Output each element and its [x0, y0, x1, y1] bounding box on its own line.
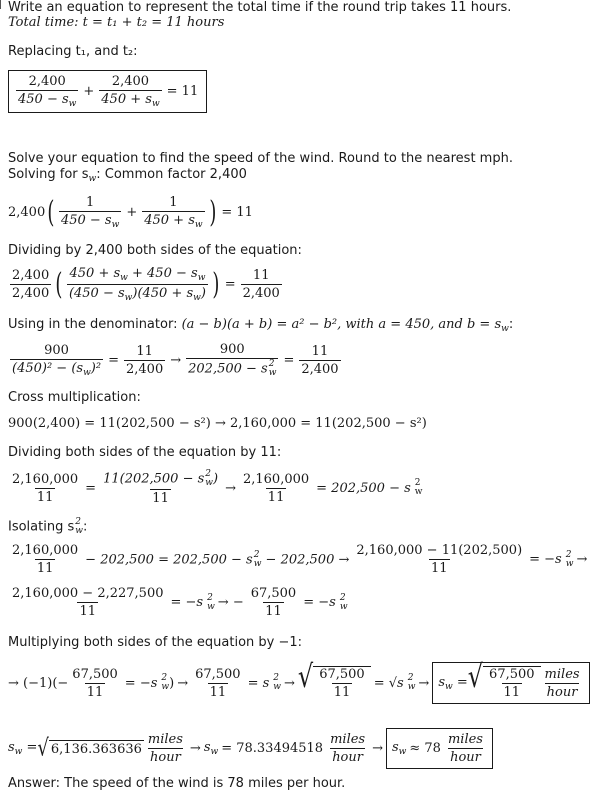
eq9-num4: 67,500 — [489, 667, 535, 682]
eq10-sqrt-val: 6,136.363636 — [50, 741, 142, 757]
eq4-den2: 2,400 — [126, 361, 164, 377]
eq10-result-box: $s_w$ ≈ 78 $\frac{\text{miles}}{\text{hour}}$ — [386, 728, 493, 769]
eq2-den2: 450 + s — [144, 213, 195, 228]
solving-for-text: Solving for s — [8, 167, 89, 182]
solve-prompt: Solve your equation to find the speed of the wind. Round to the nearest mph. — [8, 151, 513, 166]
eq6-num1: 2,160,000 — [12, 471, 79, 487]
eq6-den3: 11 — [267, 489, 285, 505]
eq10-unit-den2: hour — [332, 750, 363, 765]
eq9-unit-num: miles — [544, 666, 580, 682]
equation-3: $\frac{2,400}{2,400}$ ( $\frac{450 + s_w + 450 - s_w}{(450 - s_w)(450 + s_w)}$ ) = $\frac{11}{2,400}$ — [12, 266, 280, 303]
eq6-den2: 11 — [152, 491, 169, 506]
eq3-inner-den: (450 − s — [68, 286, 125, 301]
eq10-unit-den1: hour — [150, 750, 181, 765]
eq3-inner-num: 450 + s — [69, 266, 121, 281]
denominator-text: Using in the denominator: — [8, 317, 182, 332]
eq7-mid2: − 202,500 → — [261, 552, 350, 567]
eq3-num: 2,400 — [12, 268, 50, 283]
eq3-rden: 2,400 — [242, 286, 280, 301]
eq9-result-box: $s_w$ = √ $\frac{67,500}{11}$ $\frac{\text{miles}}{\text{hour}}$ — [432, 662, 589, 704]
eq4-den3: 202,500 − s — [188, 361, 268, 377]
denominator-line: Using in the denominator: (a − b)(a + b) = a² − b², with a = 450, and $b = s_w$: — [8, 317, 514, 334]
eq1-num1: 2,400 — [28, 74, 66, 89]
eq9-mid2: = s — [247, 675, 270, 691]
equation-1-box: $\frac{2,400}{450 - s_w}$ + $\frac{2,400}{450 + s_w}$ = 11 — [8, 70, 207, 113]
eq3-inner-num2: + 450 − s — [127, 266, 198, 281]
eq7-rhs: = −s — [529, 552, 562, 567]
equation-1 — [8, 70, 207, 113]
eq9-mid: = −s — [124, 675, 158, 691]
eq7-num1: 2,160,000 — [12, 543, 79, 558]
eq7-num2: 2,160,000 − 11(202,500) — [356, 543, 523, 558]
eq2-num2: 1 — [169, 195, 178, 210]
equation-10: $s_w$ = √ 6,136.363636 $\frac{\text{miles}}{\text{hour}}$ → $s_w$ = 78.33494518 $\frac{\text{miles}}{\text{hour}}$ → $s_w$ ≈ 78 $\frac{\text{miles}}{\text{hour}}$ — [8, 728, 493, 769]
eq4-num3: 900 — [219, 342, 245, 357]
common-factor-text: : Common factor 2,400 — [96, 167, 247, 182]
eq6-den1: 11 — [36, 489, 54, 505]
eq10-result: = 78.33494518 — [221, 741, 324, 756]
isolating-text: Isolating s — [8, 519, 75, 535]
cross-text: Cross multiplication: — [8, 390, 141, 405]
equation-6: $\frac{2,160,000}{11}$ = 11(202,500 − s 2 w ) 11 → $\frac{2,160,000}{11}$ = 202,500 − s 2 w — [12, 469, 423, 506]
eq10-box-val: ≈ 78 — [409, 741, 441, 756]
denominator-math: (a − b)(a + b) = a² − b², with a = 450, and b = s — [181, 317, 502, 332]
equation-8: $\frac{2,160,000 - 2,227,500}{11}$ = −s 2 w → − $\frac{67,500}{11}$ = −s 2 w — [12, 586, 348, 619]
solving-for-line: Solving for $s_w$: Common factor 2,400 — [8, 167, 247, 184]
eq10-unit-num3: miles — [447, 732, 483, 747]
eq9-den1: 11 — [86, 684, 104, 700]
eq8-num1: 2,160,000 − 2,227,500 — [12, 586, 164, 601]
mult-text: Multiplying both sides of the equation by −1: — [8, 635, 303, 650]
eq6-num3: 2,160,000 — [242, 471, 310, 487]
eq9-den4: 11 — [503, 685, 521, 700]
eq7-den2: 11 — [430, 561, 448, 576]
eq4-num4: 11 — [311, 343, 329, 359]
replacing-text: Replacing t₁, and t₂: — [8, 44, 138, 59]
eq4-eq2: = — [283, 352, 295, 368]
eq3-rnum: 11 — [252, 268, 270, 283]
eq1-num2: 2,400 — [111, 74, 150, 89]
eq3-equals: = — [224, 277, 236, 292]
eq2-coef: 2,400 — [8, 205, 46, 220]
eq1-rhs: = 11 — [166, 84, 199, 99]
eq4-den4: 2,400 — [301, 361, 339, 377]
eq9-unit-den: hour — [546, 684, 578, 700]
equation-7: $\frac{2,160,000}{11}$ − 202,500 = 202,500 − s 2 w − 202,500 → $\frac{2,160,000 - 11(202,500)}{11}$ = −s 2 w → — [12, 543, 588, 576]
eq8-den1: 11 — [79, 604, 97, 619]
eq10-lhs: s — [8, 740, 15, 755]
div11-text: Dividing both sides of the equation by 11: — [8, 445, 282, 460]
eq10-unit-den3: hour — [450, 750, 481, 765]
eq1-den1: 450 − s — [18, 92, 69, 107]
eq9-mid3: = √s — [373, 675, 404, 691]
eq3-inner-den2: )(450 + s — [132, 286, 194, 301]
eq10-unit-num2: miles — [330, 732, 366, 747]
equation-4: $\frac{900}{(450)^2 - (s_w)^2}$ = $\frac{11}{2,400}$ → 900 202,500 − s 2 w = $\frac{11}{2,400}$ — [12, 342, 339, 378]
eq9-lead: → (−1)(− — [8, 675, 69, 691]
eq6-num2: 11(202,500 − s — [103, 471, 205, 487]
dividing-text: Dividing by 2,400 both sides of the equation: — [8, 243, 302, 258]
equation-2: 2,400 ( $\frac{1}{450 - s_w}$ + $\frac{1}{450 + s_w}$ ) = 11 — [8, 194, 253, 230]
eq6-rhs: = 202,500 − s — [316, 480, 411, 496]
eq9-num1: 67,500 — [72, 666, 118, 682]
eq4-eq1: = — [108, 352, 119, 368]
eq9-num2: 67,500 — [195, 666, 241, 682]
eq8-den2: 11 — [265, 604, 282, 619]
eq10-unit-num1: miles — [147, 732, 183, 747]
intro-text: Write an equation to represent the total time if the round trip takes 11 hours. — [8, 0, 512, 15]
total-time-equation: Total time: t = t₁ + t₂ = 11 hours — [8, 15, 225, 30]
eq3-den: 2,400 — [12, 286, 50, 301]
equation-9: → (−1)(− $\frac{67,500}{11}$ = −s 2 w ) → $\frac{67,500}{11}$ = s 2 w → √ $\frac{67,500}{11}$ = √s 2 w → $s_w$ = √ $\frac{67,500}{11}$ $\frac{\text{miles}}{\text{hour}}$ — [8, 662, 590, 704]
isolating-line: Isolating s 2 w : — [8, 517, 88, 536]
eq7-mid: − 202,500 = 202,500 − s — [85, 552, 253, 567]
eq7-den1: 11 — [36, 561, 54, 576]
eq9-num3: 67,500 — [319, 667, 365, 682]
eq4-den1: (450)² − (s — [12, 360, 84, 376]
eq8-rhs: = −s — [303, 595, 336, 610]
eq8-mid: = −s — [170, 595, 204, 610]
eq2-den1: 450 − s — [60, 213, 112, 228]
eq2-rhs: = 11 — [221, 205, 253, 220]
eq8-num2: 67,500 — [250, 586, 297, 601]
eq2-num1: 1 — [85, 195, 95, 210]
eq9-den2: 11 — [209, 684, 227, 700]
eq1-den2: 450 + s — [101, 92, 152, 107]
eq4-num1: 900 — [44, 342, 69, 358]
equation-5: 900(2,400) = 11(202,500 − s²) → 2,160,000 = 11(202,500 − s²) — [8, 416, 427, 431]
answer-text: Answer: The speed of the wind is 78 miles per hour. — [8, 776, 346, 791]
eq9-den3: 11 — [333, 685, 351, 700]
eq4-num2: 11 — [136, 343, 153, 359]
